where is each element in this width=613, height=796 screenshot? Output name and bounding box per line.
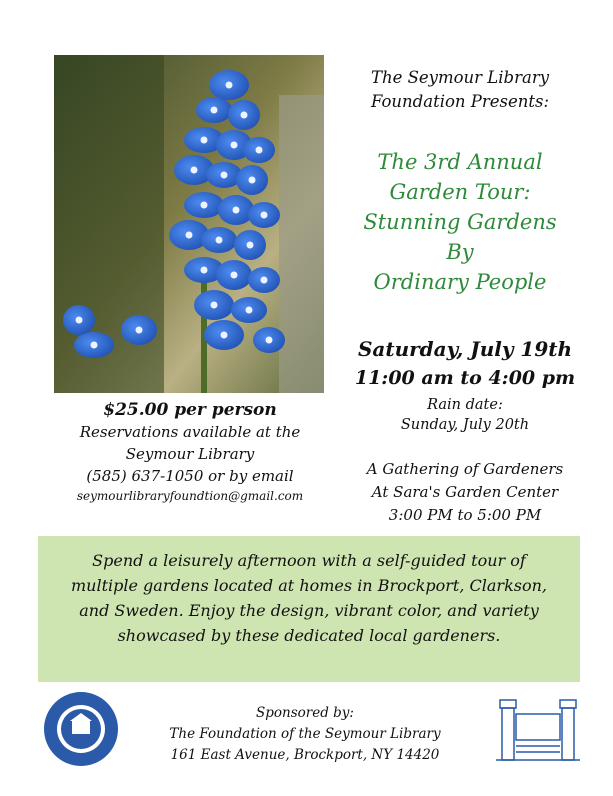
event-date: Saturday, July 19th [357,337,573,361]
foundation-seal-logo [42,690,120,768]
title-line: Stunning Gardens [363,210,557,234]
rain-date-label: Rain date: [427,397,503,413]
description-line: Spend a leisurely afternoon with a self-guided tour of [92,551,526,570]
ticket-info [40,399,340,505]
gathering-line: At Sara's Garden Center [371,483,559,501]
event-time: 11:00 am to 4:00 pm [354,367,576,389]
gathering-line: A Gathering of Gardeners [366,460,564,478]
presenter-heading [330,66,590,114]
title-line: By [446,240,474,264]
event-title [330,147,590,297]
rain-date-block [330,395,600,435]
title-line: Garden Tour: [389,180,531,204]
email-address: seymourlibraryfoundtion@gmail.com [76,489,304,503]
presenter-line: Foundation Presents: [370,92,550,111]
sponsor-name: The Foundation of the Seymour Library [169,726,441,742]
sponsor-label: Sponsored by: [256,705,354,721]
rain-date: Sunday, July 20th [400,417,530,433]
reservation-line: Seymour Library [125,445,255,463]
description-line: multiple gardens located at homes in Brockport, Clarkson, [70,576,547,595]
title-line: The 3rd Annual [377,150,543,174]
description-text [38,536,580,648]
description-line: and Sweden. Enjoy the design, vibrant color, and variety [79,601,539,620]
ticket-price: $25.00 per person [103,400,277,420]
sponsor-address: 161 East Avenue, Brockport, NY 14420 [170,747,440,763]
presenter-line: The Seymour Library [370,68,550,87]
gathering-line: 3:00 PM to 5:00 PM [388,506,542,524]
description-band [38,536,580,682]
gathering-block [320,458,610,527]
sponsor-block [150,703,460,766]
phone-line: (585) 637-1050 or by email [86,467,294,485]
reservation-line: Reservations available at the [79,423,301,441]
title-line: Ordinary People [373,270,547,294]
description-line: showcased by these dedicated local gardeners. [117,626,501,645]
library-building-logo [496,694,580,766]
flower-photo [54,55,324,393]
